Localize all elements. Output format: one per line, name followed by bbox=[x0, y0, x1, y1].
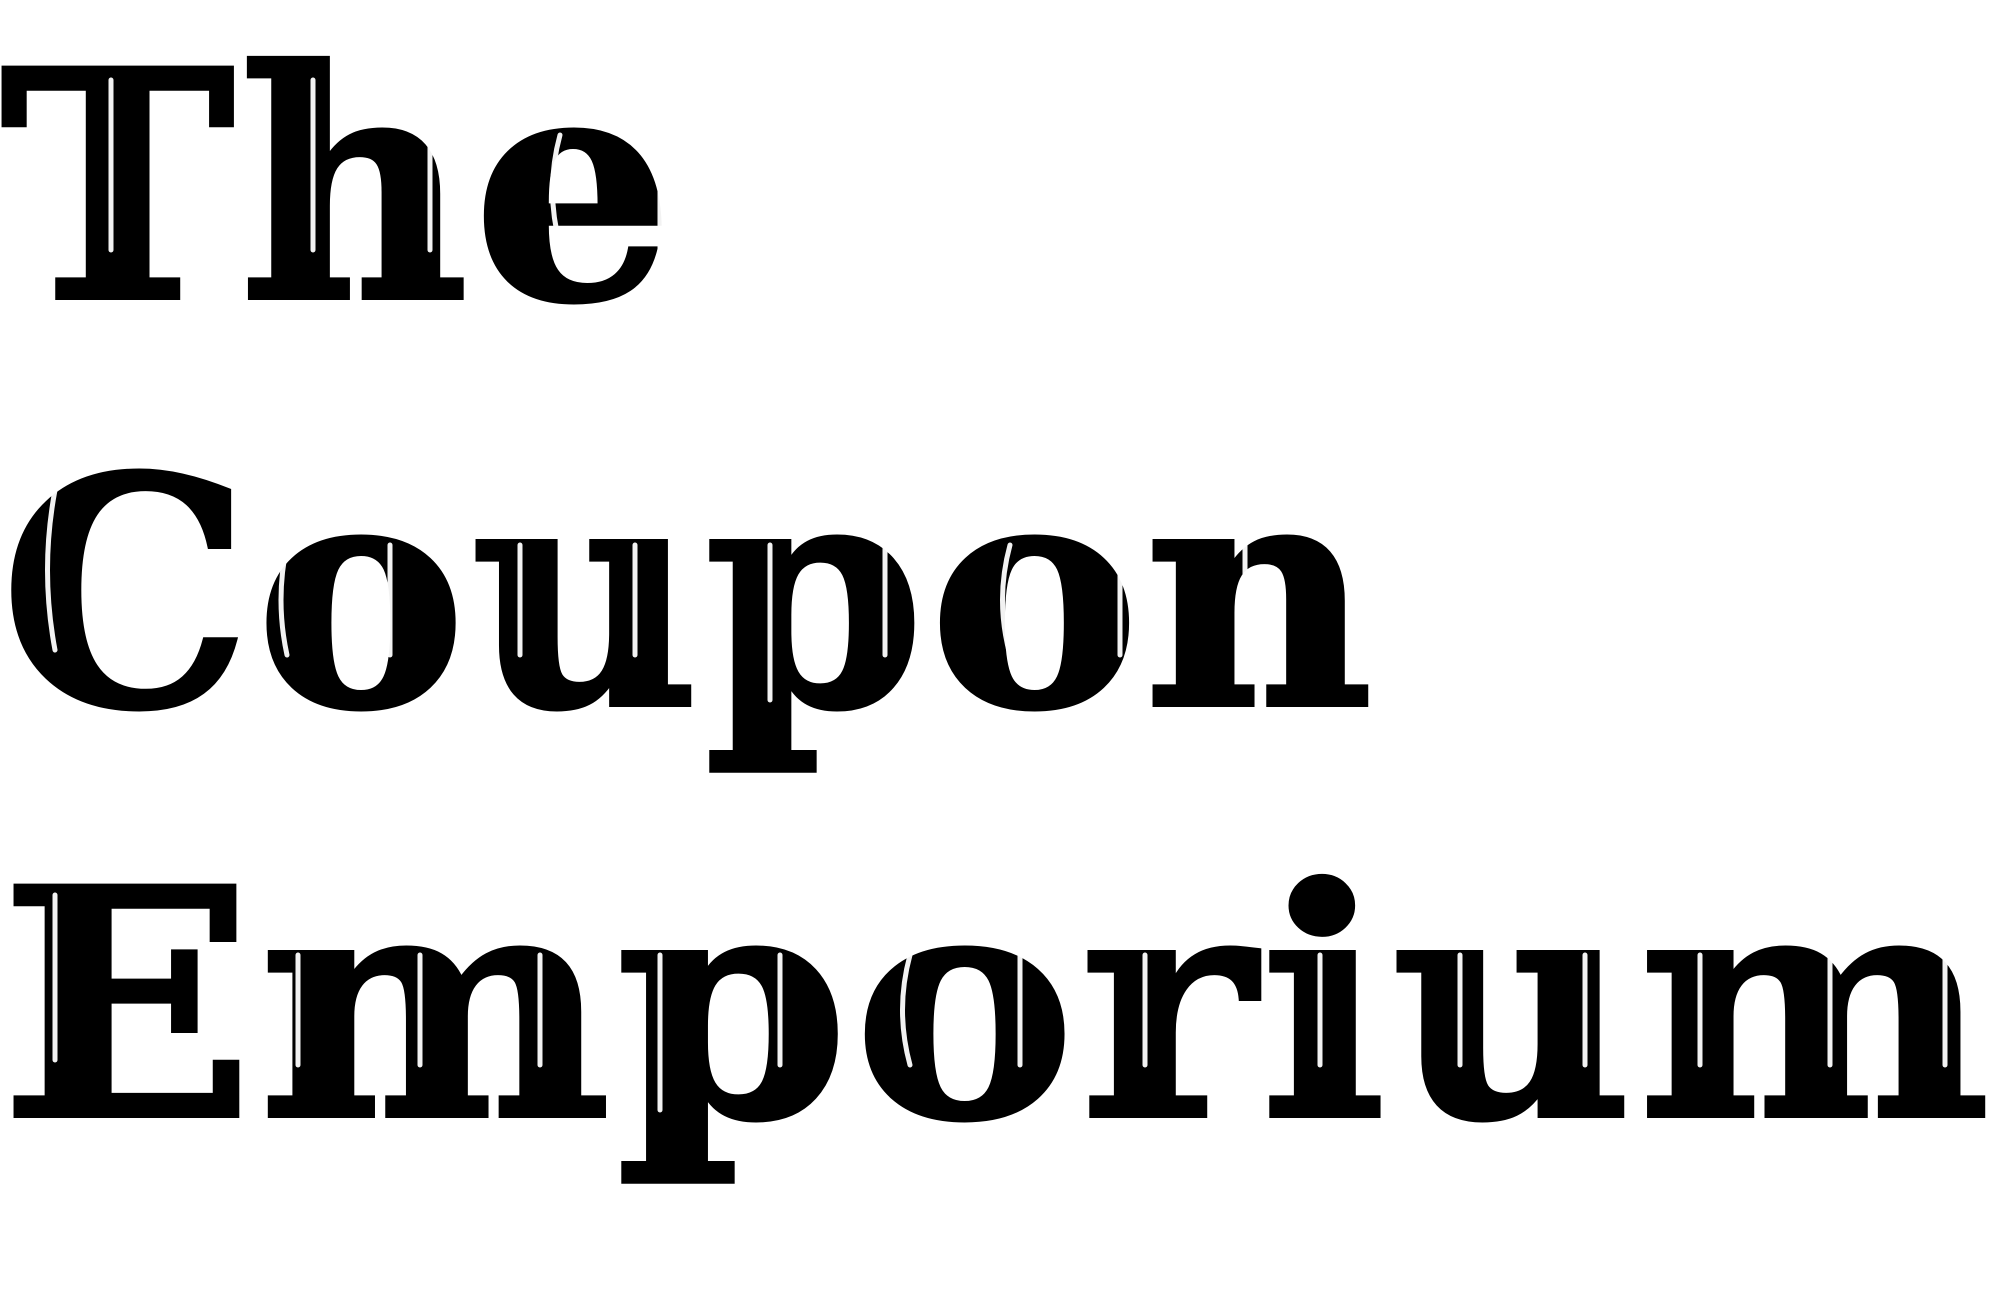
logo-line-emporium: Emporium bbox=[0, 819, 1995, 1191]
logo-line-coupon: Coupon bbox=[0, 408, 1378, 780]
logo-line-the: The bbox=[0, 1, 678, 373]
